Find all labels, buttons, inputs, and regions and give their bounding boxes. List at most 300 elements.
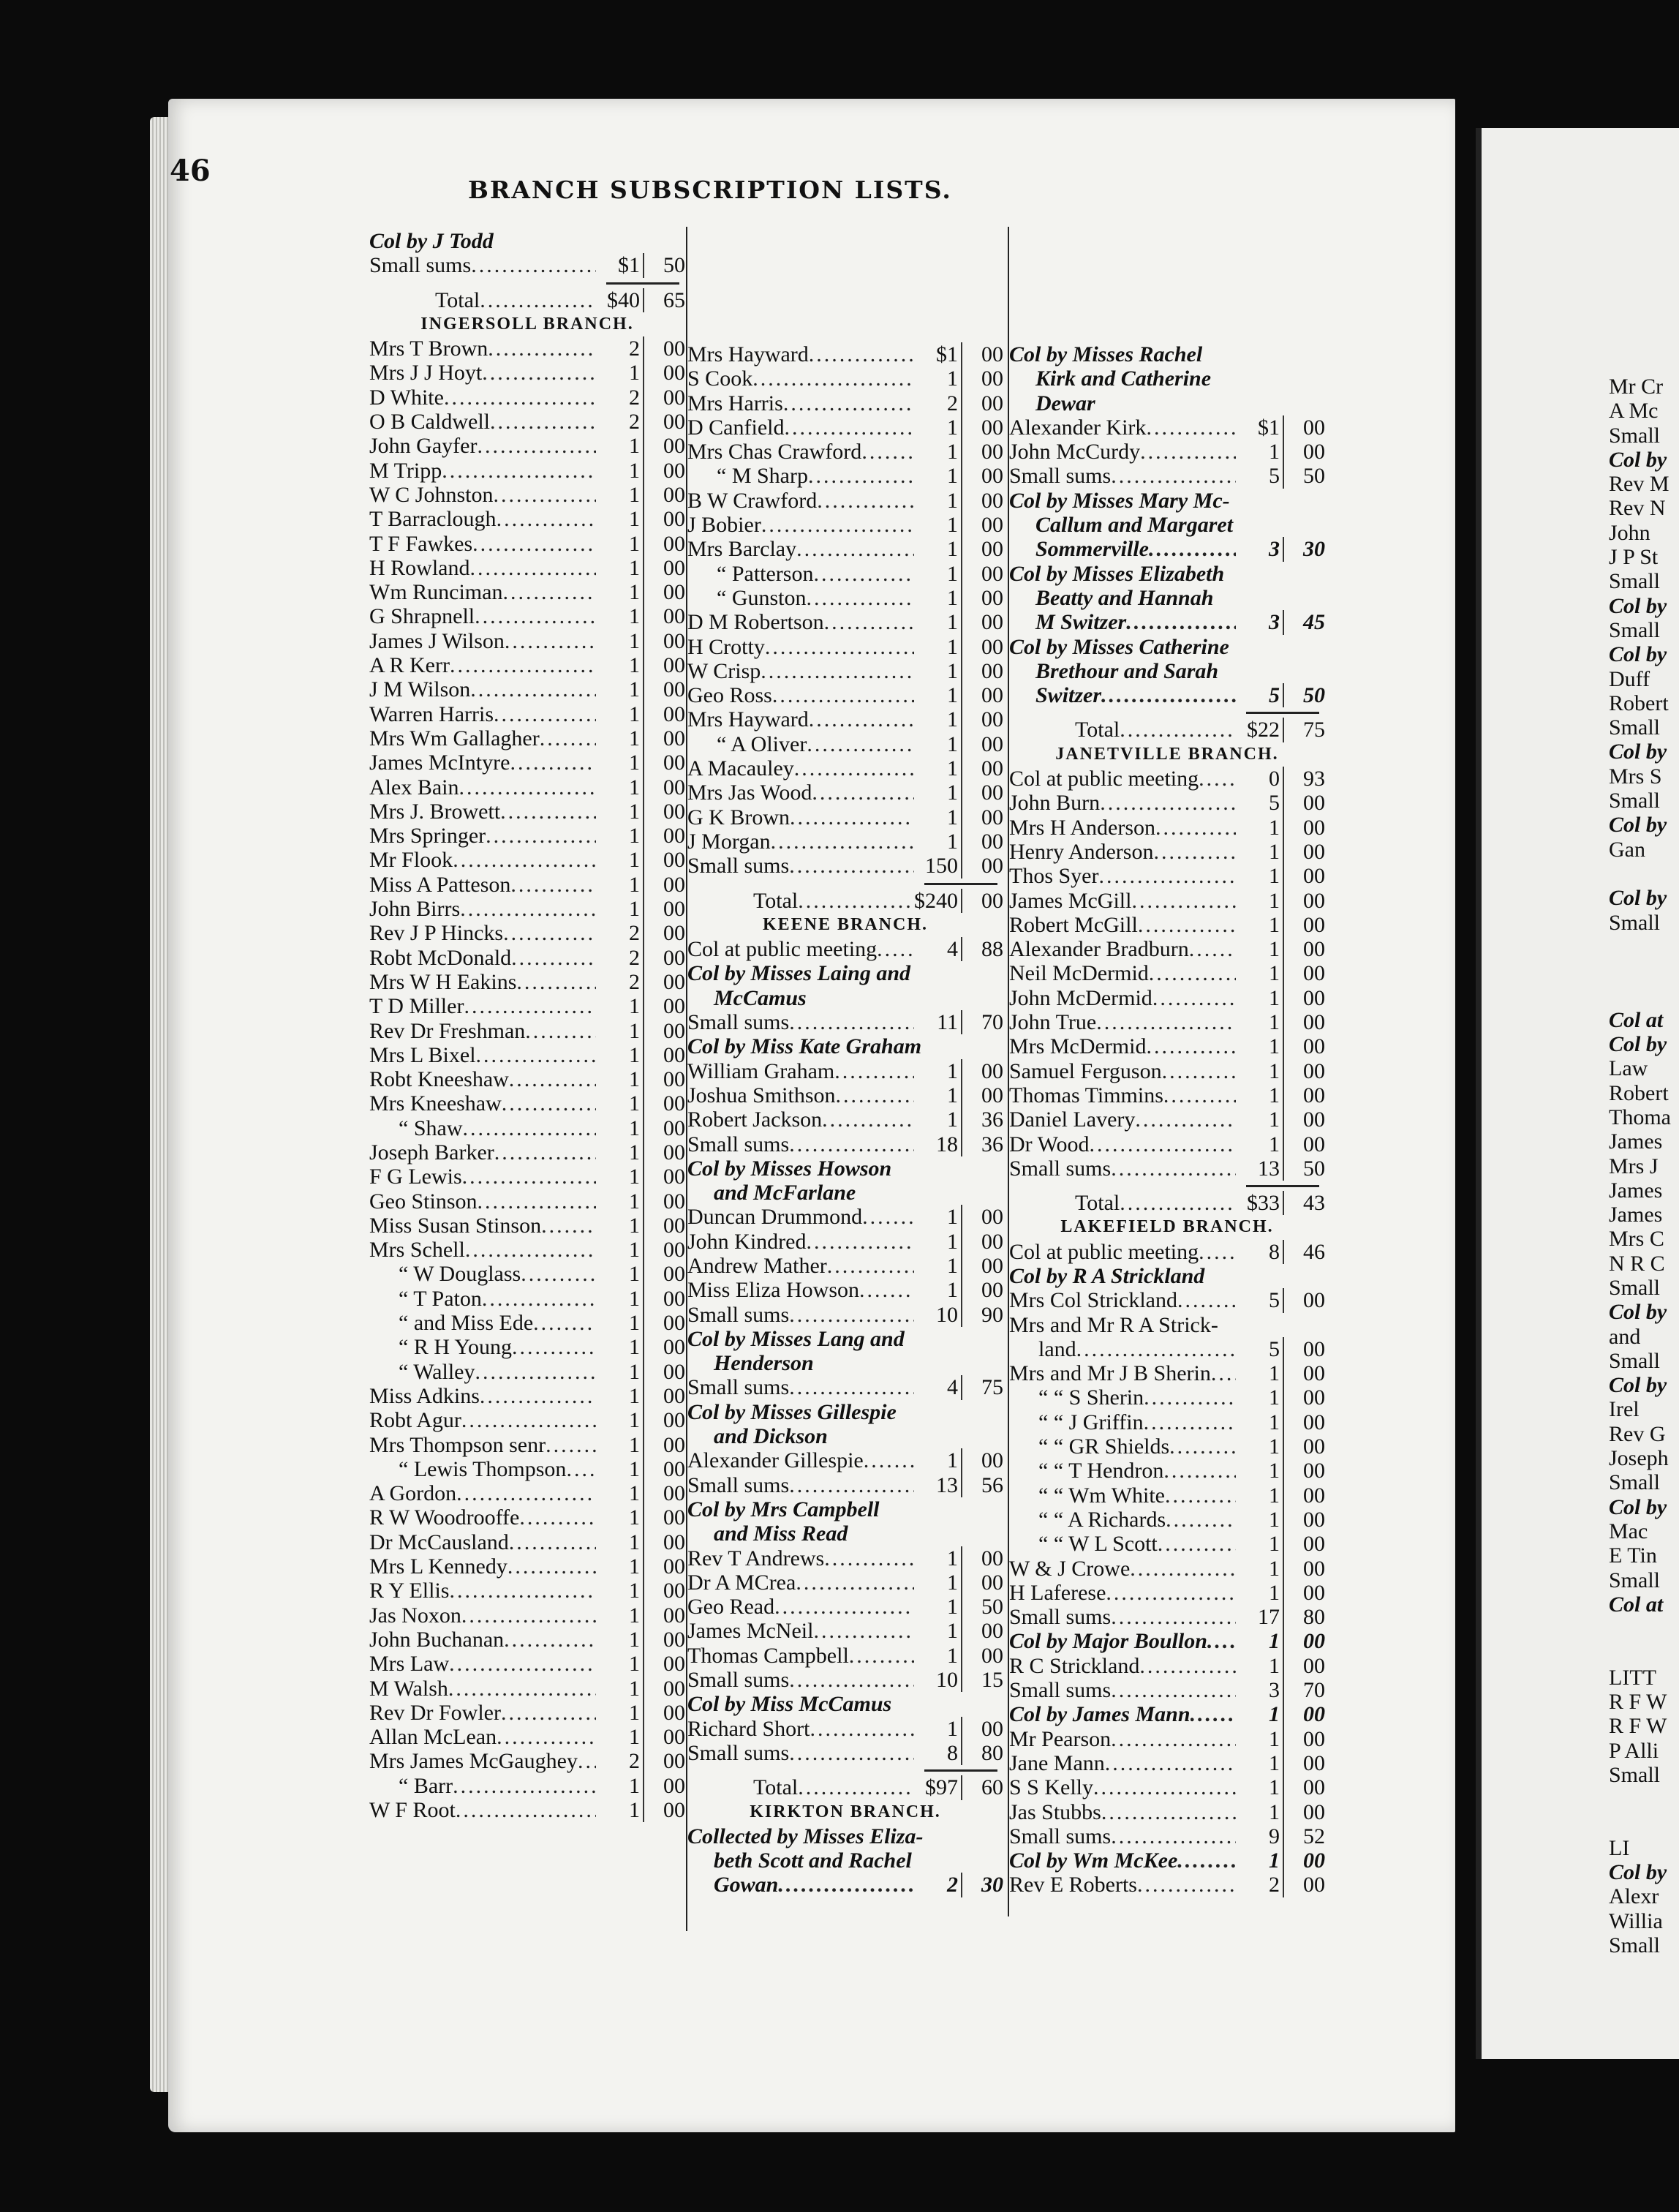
subscriber-name: “ “ J Griffin (1038, 1410, 1144, 1434)
amount (1236, 1727, 1325, 1751)
subscriber-name: Small sums (1009, 1156, 1112, 1181)
leader-dots (1158, 1532, 1236, 1556)
total-rule (369, 278, 685, 288)
amount (914, 854, 1003, 878)
leader-dots (475, 1360, 597, 1384)
subscriber-name: Jane Mann (1009, 1750, 1105, 1775)
amount (596, 336, 685, 361)
amount (914, 1205, 1003, 1229)
amount-cents: 00 (643, 775, 685, 800)
amount (1236, 1629, 1325, 1653)
subscription-row (1009, 1107, 1325, 1132)
subscription-row (1009, 791, 1325, 815)
amount (1236, 1434, 1325, 1459)
amount (596, 1457, 685, 1481)
facing-fragment: LI (1609, 1835, 1630, 1860)
amount-dollars: 2 (629, 336, 640, 361)
facing-fragment: John (1609, 520, 1650, 545)
facing-fragment (1609, 1787, 1671, 1811)
amount-dollars: 1 (629, 361, 640, 385)
subscription-row (369, 1019, 685, 1043)
amount-dollars: 1 (947, 415, 958, 440)
subscription-row (1009, 1434, 1325, 1459)
leader-dots (497, 1725, 596, 1749)
subscriber-name: Col by Misses Mary Mc- (1009, 488, 1230, 513)
amount (914, 342, 1003, 366)
collector-line (687, 1521, 1003, 1546)
facing-fragment: Mrs C (1609, 1227, 1664, 1252)
amount-cents: 00 (1283, 816, 1325, 840)
facing-fragment: R F W (1609, 1714, 1667, 1739)
amount (1236, 1654, 1325, 1678)
amount (914, 805, 1003, 830)
subscriber-name: Robt Agur (369, 1408, 461, 1433)
amount-dollars: 1 (947, 634, 958, 659)
facing-fragment (1609, 959, 1671, 983)
subscription-row (369, 1603, 685, 1628)
amount-dollars: 1 (629, 1262, 640, 1287)
amount-cents: 00 (1283, 889, 1325, 913)
subscriber-name: Mrs Kneeshaw (369, 1091, 502, 1116)
collector-line (687, 1327, 1003, 1351)
subscription-row (369, 434, 685, 458)
subscription-row (369, 921, 685, 945)
collector-line (687, 1848, 1003, 1873)
subscriber-name: Small sums (687, 1375, 790, 1400)
leader-dots (1207, 1629, 1236, 1653)
subscriber-name: Gowan (714, 1873, 779, 1897)
facing-fragment (1609, 935, 1671, 959)
amount-dollars: 1 (629, 1359, 640, 1384)
collector-line (687, 1873, 1003, 1897)
leader-dots (789, 1303, 914, 1327)
amount-cents: 00 (643, 459, 685, 483)
amount-dollars: 0 (1269, 767, 1280, 791)
facing-fragment: Mrs J (1609, 1154, 1659, 1178)
amount-dollars: 5 (1269, 683, 1280, 708)
amount-cents: 00 (1283, 1410, 1325, 1434)
collector-line (687, 1497, 1003, 1521)
subscriber-name: “ T Paton (399, 1286, 482, 1311)
amount-dollars: 1 (629, 1286, 640, 1311)
amount (596, 361, 685, 385)
subscriber-name: Total (1075, 718, 1120, 742)
leader-dots (789, 1473, 914, 1497)
subscription-row (1009, 415, 1325, 440)
leader-dots (490, 410, 596, 434)
subscription-row (687, 1619, 1003, 1643)
subscriber-name: H Rowland (369, 555, 470, 580)
subscription-row (369, 1189, 685, 1214)
amount (1236, 610, 1325, 634)
leader-dots (453, 848, 596, 872)
facing-fragment: Col by (1609, 1860, 1667, 1885)
subscription-row (369, 1505, 685, 1530)
amount-cents: 00 (643, 1116, 685, 1140)
amount (596, 1530, 685, 1554)
subscriber-name: “ “ W L Scott (1038, 1532, 1158, 1557)
subscriber-name: Total (753, 888, 799, 913)
amount-cents: 00 (643, 604, 685, 628)
amount-cents: 00 (643, 410, 685, 434)
subscriber-name: Samuel Ferguson (1009, 1058, 1162, 1083)
subscription-row (687, 1010, 1003, 1034)
subscriber-name: Callum and Margaret (1035, 513, 1234, 538)
amount-dollars: 1 (629, 458, 640, 483)
subscriber-name: Kirk and Catherine (1035, 366, 1212, 391)
subscriber-name: Alex Bain (369, 775, 459, 800)
subscriber-name: Dewar (1035, 391, 1095, 415)
amount-dollars: 1 (629, 507, 640, 532)
subscriber-name: Col by Miss McCamus (687, 1692, 892, 1717)
amount-dollars: 3 (1269, 537, 1280, 562)
subscriber-name: Col by Mrs Campbell (687, 1497, 880, 1521)
facing-fragment: Mr Cr (1609, 375, 1664, 399)
amount (1236, 937, 1325, 961)
subscription-row (369, 1774, 685, 1798)
subscriber-name: John Burn (1009, 791, 1101, 816)
amount-dollars: 1 (629, 775, 640, 800)
amount (914, 732, 1003, 756)
leader-dots (1131, 889, 1236, 913)
leader-dots (806, 1230, 914, 1254)
subscriber-name: John McDermid (1009, 985, 1152, 1010)
subscriber-name: Robt McDonald (369, 945, 512, 970)
subscription-row (369, 750, 685, 775)
subscriber-name: Alexander Gillespie (687, 1448, 864, 1473)
subscriber-name: Robert Jackson (687, 1107, 823, 1132)
leader-dots (796, 537, 914, 561)
subscription-row (1009, 961, 1325, 985)
leader-dots (1126, 610, 1236, 634)
leader-dots (789, 854, 914, 878)
amount (914, 1254, 1003, 1278)
amount-dollars: 1 (629, 1481, 640, 1506)
amount-dollars: 1 (629, 1773, 640, 1798)
amount-dollars: $40 (607, 287, 640, 312)
subscriber-name: “ “ Wm White (1038, 1483, 1165, 1508)
amount-cents: 70 (1283, 1678, 1325, 1702)
subscription-row (687, 1254, 1003, 1278)
subscription-row (369, 1408, 685, 1432)
subscriber-name: Warren Harris (369, 701, 494, 726)
leader-dots (470, 677, 596, 701)
subscriber-name: Mrs J. Browett (369, 799, 501, 824)
subscriber-name: Joshua Smithson (687, 1083, 836, 1107)
amount-cents: 00 (643, 434, 685, 458)
leader-dots (1199, 1240, 1236, 1264)
leader-dots (1152, 986, 1236, 1010)
subscriber-name: and Miss Read (714, 1521, 848, 1546)
subscriber-name: Rev Dr Freshman (369, 1018, 526, 1043)
amount-dollars: 1 (629, 701, 640, 726)
amount (1236, 1557, 1325, 1581)
amount (1236, 1034, 1325, 1058)
leader-dots (824, 610, 914, 634)
facing-fragment: Small (1609, 617, 1661, 642)
subscriber-name: W C Johnston (369, 482, 494, 507)
amount-cents: 00 (643, 385, 685, 410)
subscription-row (1009, 864, 1325, 888)
subscriber-name: Mrs Hayward (687, 342, 809, 366)
facing-fragment: Small (1609, 1762, 1661, 1787)
amount (596, 1603, 685, 1628)
subscriber-name: Daniel Lavery (1009, 1107, 1136, 1132)
amount-dollars: 1 (629, 1505, 640, 1530)
subscriber-name: Mrs Schell (369, 1238, 465, 1263)
amount-cents: 00 (643, 921, 685, 945)
amount-dollars: 13 (1258, 1156, 1280, 1181)
subscriber-name: Col by R A Strickland (1009, 1263, 1205, 1288)
leader-dots (480, 288, 596, 312)
subscription-row (1009, 1532, 1325, 1556)
subscription-row (369, 1335, 685, 1359)
amount-dollars: 1 (629, 994, 640, 1019)
amount (596, 921, 685, 945)
subscriber-name: Robert McGill (1009, 912, 1138, 937)
facing-fragment: Col by (1609, 593, 1667, 618)
amount-cents: 00 (1283, 1702, 1325, 1726)
amount (914, 1059, 1003, 1083)
amount-dollars: 1 (947, 683, 958, 708)
amount (914, 1595, 1003, 1619)
amount-dollars: 1 (1269, 912, 1280, 937)
amount-dollars: 1 (947, 1058, 958, 1083)
subscription-row (1009, 1361, 1325, 1385)
amount-cents: 00 (1283, 1459, 1325, 1483)
amount-cents: 30 (1283, 537, 1325, 561)
amount (914, 1083, 1003, 1107)
subscriber-name: Mrs J J Hoyt (369, 361, 483, 385)
amount-dollars: 1 (629, 677, 640, 702)
amount-cents: 00 (1283, 1873, 1325, 1897)
page-number: 46 (170, 154, 211, 188)
amount-cents: 00 (1283, 1751, 1325, 1775)
amount (596, 1408, 685, 1432)
leader-dots (1111, 1605, 1236, 1629)
leader-dots (1120, 718, 1236, 742)
amount (596, 1579, 685, 1603)
facing-fragment: Col by (1609, 642, 1667, 667)
leader-dots (789, 1132, 914, 1156)
subscriber-name: Thomas Campbell (687, 1643, 849, 1668)
collector-line (1009, 391, 1325, 415)
subscription-row (1009, 1240, 1325, 1264)
facing-fragment: Rev N (1609, 496, 1666, 521)
amount (914, 1473, 1003, 1497)
leader-dots (472, 532, 596, 556)
leader-dots (501, 1701, 596, 1725)
amount (914, 1010, 1003, 1034)
subscriber-name: Small sums (1009, 1605, 1112, 1630)
subscriber-name: R W Woodrooffe (369, 1505, 520, 1530)
facing-fragment: Alexr (1609, 1884, 1659, 1909)
collector-line (687, 961, 1003, 985)
subscriber-name: Mrs L Bixel (369, 1042, 476, 1067)
subscriber-name: S S Kelly (1009, 1775, 1094, 1800)
amount (596, 385, 685, 410)
subscriber-name: G Shrapnell (369, 604, 475, 629)
leader-dots (1144, 1410, 1236, 1434)
leader-dots (810, 1717, 914, 1741)
facing-fragment: Willia (1609, 1908, 1663, 1933)
total-row (369, 288, 685, 312)
amount-dollars: $97 (925, 1775, 958, 1800)
amount-dollars: 1 (629, 1042, 640, 1067)
amount (1236, 537, 1325, 561)
amount-dollars: 1 (1269, 1034, 1280, 1059)
amount-cents: 00 (643, 1262, 685, 1286)
facing-fragment: Col at (1609, 1007, 1664, 1032)
leader-dots (1099, 864, 1237, 888)
leader-dots (1139, 1654, 1236, 1678)
subscriber-name: A Gordon (369, 1481, 457, 1506)
subscription-row (1009, 913, 1325, 937)
facing-fragment: and (1609, 1324, 1641, 1349)
subscriber-name: Mrs T Brown (369, 336, 488, 361)
amount-dollars: 1 (629, 750, 640, 775)
amount-dollars: 1 (629, 653, 640, 678)
subscriber-name: D M Robertson (687, 610, 824, 635)
leader-dots (1137, 1873, 1236, 1897)
amount-cents: 00 (1283, 1483, 1325, 1508)
amount-cents: 60 (961, 1775, 1003, 1799)
amount-cents: 00 (643, 873, 685, 897)
amount-cents: 00 (1283, 1434, 1325, 1459)
amount-cents: 00 (1283, 1059, 1325, 1083)
leader-dots (772, 683, 914, 707)
leader-dots (494, 702, 596, 726)
leader-dots (808, 464, 914, 488)
amount-cents: 00 (1283, 937, 1325, 961)
amount-cents: 00 (961, 562, 1003, 586)
leader-dots (1169, 1434, 1236, 1459)
leader-dots (809, 342, 914, 366)
amount-dollars: 1 (629, 1165, 640, 1189)
leader-dots (546, 1433, 596, 1457)
amount-dollars: 1 (629, 1725, 640, 1750)
amount (914, 464, 1003, 488)
leader-dots (1111, 1727, 1236, 1751)
amount (1236, 1010, 1325, 1034)
subscription-row (369, 1287, 685, 1311)
subscriber-name: Rev T Andrews (687, 1546, 825, 1570)
leader-dots (862, 1205, 914, 1229)
amount-cents: 00 (643, 800, 685, 824)
facing-fragment: E Tin (1609, 1543, 1657, 1568)
facing-fragment: Gan (1609, 837, 1645, 862)
amount-cents: 00 (961, 440, 1003, 464)
subscription-row (687, 366, 1003, 391)
subscription-row (369, 1798, 685, 1822)
subscriber-name: T D Miller (369, 994, 464, 1019)
amount-dollars: 2 (947, 1873, 958, 1897)
leader-dots (798, 889, 914, 913)
amount (596, 1140, 685, 1165)
amount (596, 507, 685, 531)
leader-dots (789, 1375, 914, 1399)
amount-cents: 00 (961, 415, 1003, 440)
amount-cents: 00 (961, 889, 1003, 913)
subscriber-name: D White (369, 385, 444, 410)
branch-heading (687, 1800, 1003, 1824)
subscriber-name: James McGill (1009, 888, 1132, 913)
amount-dollars: 1 (1269, 1410, 1280, 1434)
subscriber-name: H Crotty (687, 634, 765, 659)
branch-heading (687, 913, 1003, 937)
amount-cents: 00 (1283, 415, 1325, 440)
leader-dots (493, 483, 596, 507)
amount (596, 1677, 685, 1701)
leader-dots (482, 1287, 596, 1311)
subscription-row (687, 1205, 1003, 1229)
amount (596, 434, 685, 458)
subscription-row (687, 440, 1003, 464)
subscriber-name: Henry Anderson (1009, 839, 1154, 864)
amount-dollars: 1 (629, 604, 640, 629)
subscription-row (687, 756, 1003, 780)
leader-dots (1149, 961, 1236, 985)
amount-dollars: 1 (947, 440, 958, 464)
amount-cents: 00 (1283, 1727, 1325, 1751)
amount (914, 513, 1003, 537)
amount-cents: 00 (1283, 1848, 1325, 1873)
facing-fragment: Robert (1609, 691, 1669, 715)
subscriber-name: Mrs Hayward (687, 707, 809, 732)
subscriber-name: Rev Dr Fowler (369, 1700, 501, 1725)
amount-dollars: 1 (629, 482, 640, 507)
collector-line (1009, 635, 1325, 659)
facing-fragment: James (1609, 1203, 1663, 1227)
leader-dots (1189, 937, 1236, 961)
subscription-row (687, 562, 1003, 586)
amount-dollars: 4 (947, 1375, 958, 1400)
leader-dots (790, 805, 914, 830)
subscriber-name: Mrs Springer (369, 824, 486, 849)
amount-cents: 00 (961, 830, 1003, 854)
subscription-row (369, 410, 685, 434)
amount-dollars: 1 (1269, 1532, 1280, 1557)
amount-dollars: 1 (629, 1579, 640, 1603)
leader-dots (494, 1140, 596, 1165)
amount-cents: 75 (1283, 718, 1325, 742)
page-title: BRANCH SUBSCRIPTION LISTS. (468, 176, 952, 204)
collector-line (687, 1400, 1003, 1424)
amount-cents: 00 (961, 1083, 1003, 1107)
subscriber-name: Miss Susan Stinson (369, 1213, 542, 1238)
subscriber-name: Small sums (1009, 1678, 1112, 1703)
amount-dollars: 18 (936, 1132, 958, 1156)
amount-dollars: 11 (937, 1010, 958, 1035)
amount-cents: 00 (643, 653, 685, 677)
leader-dots (510, 873, 596, 897)
subscription-row (369, 580, 685, 604)
amount (1236, 889, 1325, 913)
leader-dots (807, 732, 914, 756)
amount-cents: 00 (1283, 1557, 1325, 1581)
subscriber-name: Rev E Roberts (1009, 1873, 1137, 1897)
subscription-row (687, 732, 1003, 756)
amount (1236, 1848, 1325, 1873)
leader-dots (761, 513, 914, 537)
subscriber-name: “ W Douglass (399, 1262, 521, 1287)
branch-name: LAKEFIELD BRANCH. (1060, 1217, 1274, 1237)
facing-fragment: Col by (1609, 1373, 1667, 1398)
amount-cents: 00 (643, 994, 685, 1018)
amount (1236, 986, 1325, 1010)
leader-dots (1101, 683, 1236, 707)
subscription-row (369, 848, 685, 872)
